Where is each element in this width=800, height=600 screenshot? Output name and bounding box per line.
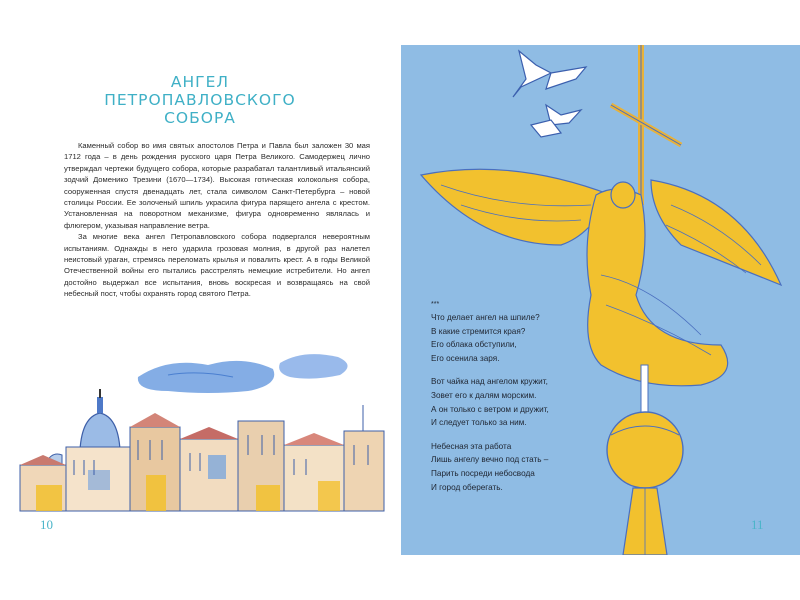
poem-line: Его осенила заря. [431,353,500,363]
paragraph: За многие века ангел Петропавловского собора подвергался невероятным испытаниям. Однажды в него ударила грозовая молния, в другой раз налетел неистовый ураган, стремясь переломать крылья и повалить крест. А в годы Великой Отечественной войны его пытались расстрелять немецкие истребители. Но ангел достойно выдержал все испытания, вновь воскресая и возвращаясь на свой небесный пост, чтобы охранять город святого Петра. [64,232,370,299]
poem-line: Зовет его к далям морским. [431,390,537,400]
title-line: АНГЕЛ [170,73,230,91]
page-title [40,73,360,127]
poem-line: А он только с ветром и дружит, [431,404,549,414]
right-page [401,45,800,555]
page-number: 10 [40,517,53,532]
poem-line: Парить посреди небосвода [431,468,535,478]
poem-line: Что делает ангел на шпиле? [431,313,540,322]
page-number: 11 [751,517,764,532]
title-line: СОБОРА [164,109,236,127]
poem [431,301,621,504]
stanza [431,440,621,494]
city-illustration [18,335,390,515]
poem-line: В какие стремится края? [431,326,526,336]
poem-line: Лишь ангелу вечно под стать – [431,455,549,465]
poem-stars: *** [431,301,440,308]
left-page [0,45,400,555]
poem-line: Вот чайка над ангелом кружит, [431,377,548,387]
poem-line: Небесная эта работа [431,441,512,451]
paragraph: Каменный собор во имя святых апостолов Петра и Павла был заложен 30 мая 1712 года – в день рождения русского царя Петра Великого. Самодержец лично утверждал чертежи будущего собора, которые разрабатал талантливый итальянский зодчий Доменико Трезини (1670—1734). Высокая готическая колокольня собора, сооруженная спустя двенадцать лет, стала символом Санкт-Петербурга – новой столицы России. Ее золоченый шпиль украсила фигура парящего ангела с крестом. Установленная на поворотном механизме, фигура одновременно являлась и флюгером, указывая направление ветра. [64,141,370,230]
poem-line: Его облака обступили, [431,340,517,350]
article-text [64,140,370,300]
title-line: ПЕТРОПАВЛОВСКОГО [104,91,296,109]
poem-line: И следует только за ним. [431,418,527,428]
stanza [431,311,621,365]
poem-line: И город оберегать. [431,482,503,492]
stanza [431,375,621,429]
